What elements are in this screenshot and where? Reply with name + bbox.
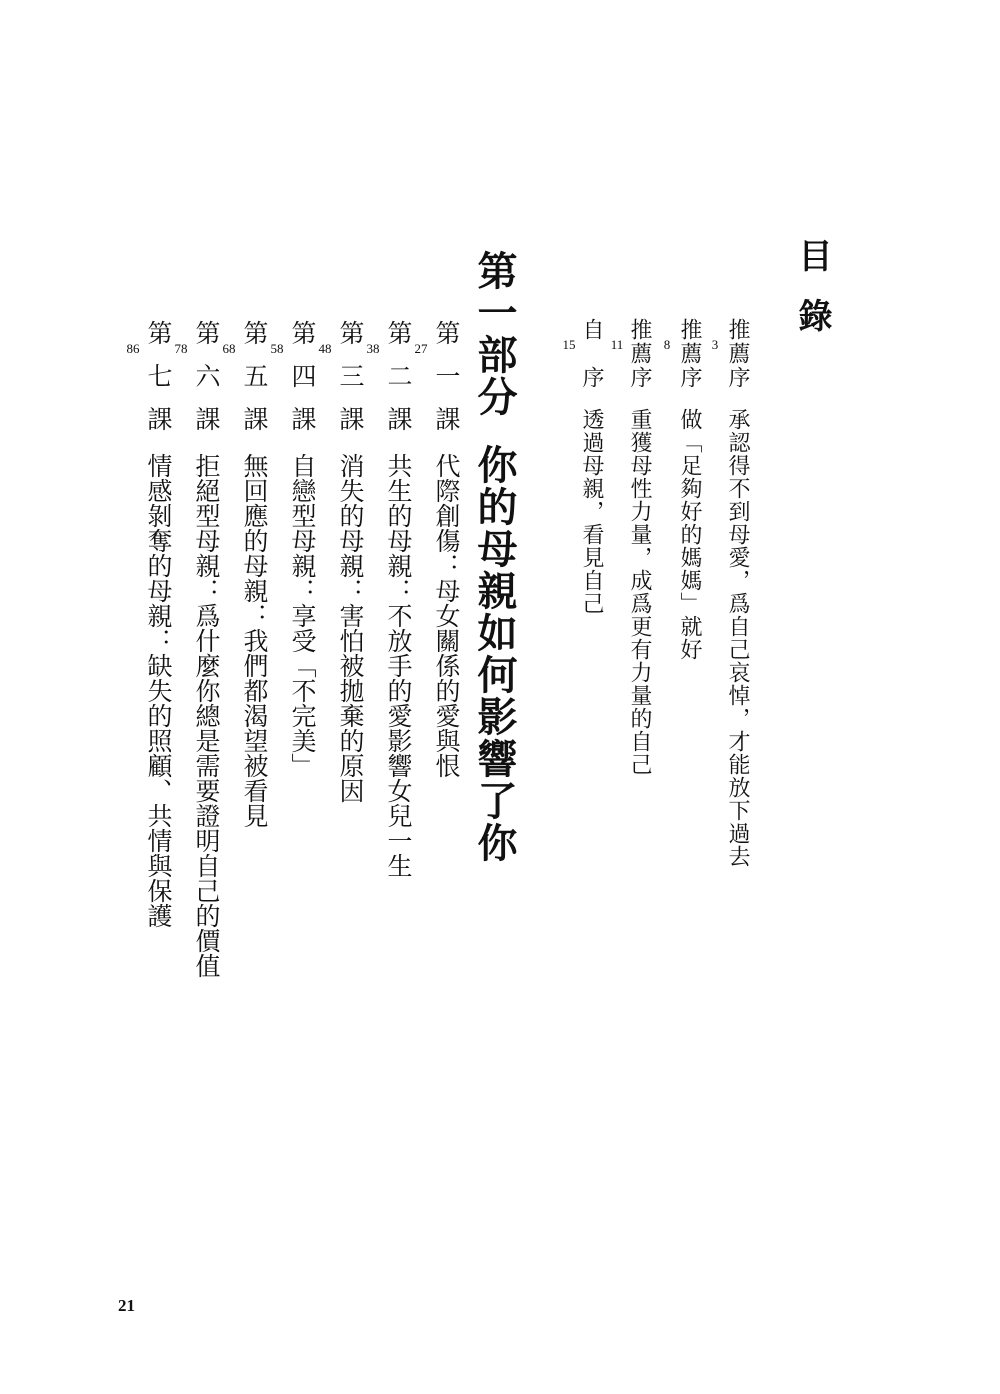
entry-page-number: 15 bbox=[562, 337, 576, 352]
entry-text: 承認得不到母愛，爲自己哀悼，才能放下過去 bbox=[725, 408, 750, 868]
entry-text: 代際創傷：母女關係的愛與恨 bbox=[432, 453, 461, 778]
toc-entry-lesson-7[interactable] bbox=[121, 320, 171, 928]
entry-text: 做「足夠好的媽媽」就好 bbox=[677, 408, 702, 661]
entry-page-number: 11 bbox=[610, 337, 624, 352]
entry-label: 第五課 bbox=[240, 320, 269, 449]
entry-page-number: 27 bbox=[414, 341, 428, 356]
entry-label: 推薦序 bbox=[677, 318, 702, 390]
toc-entry-author-preface[interactable] bbox=[558, 318, 602, 615]
entry-label: 自 序 bbox=[579, 318, 604, 390]
entry-text: 透過母親，看見自己 bbox=[579, 408, 604, 615]
part-title: 你的母親如何影響了你 bbox=[471, 444, 518, 864]
toc-entry-lesson-3[interactable] bbox=[313, 320, 363, 803]
toc-entry-lesson-6[interactable] bbox=[169, 320, 219, 978]
entry-text: 自戀型母親：享受「不完美」 bbox=[288, 453, 317, 778]
entry-label: 第七課 bbox=[144, 320, 173, 449]
entry-label: 第六課 bbox=[192, 320, 221, 449]
entry-label: 推薦序 bbox=[725, 318, 750, 390]
entry-page-number: 38 bbox=[366, 341, 380, 356]
toc-entry-preface-2[interactable] bbox=[656, 318, 700, 661]
entry-label: 第四課 bbox=[288, 320, 317, 449]
entry-text: 共生的母親：不放手的愛影響女兒一生 bbox=[384, 453, 413, 878]
entry-label: 第三課 bbox=[336, 320, 365, 449]
entry-page-number: 78 bbox=[174, 341, 188, 356]
entry-label: 推薦序 bbox=[627, 318, 652, 390]
toc-entry-preface-3[interactable] bbox=[606, 318, 650, 776]
entry-page-number: 3 bbox=[711, 337, 719, 352]
toc-entry-lesson-2[interactable] bbox=[361, 320, 411, 878]
entry-label: 第二課 bbox=[384, 320, 413, 449]
entry-text: 消失的母親：害怕被拋棄的原因 bbox=[336, 453, 365, 803]
toc-entry-lesson-1[interactable] bbox=[409, 320, 459, 778]
toc-entry-lesson-4[interactable] bbox=[265, 320, 315, 778]
entry-page-number: 68 bbox=[222, 341, 236, 356]
page-number: 21 bbox=[118, 1296, 135, 1315]
entry-label: 第一課 bbox=[432, 320, 461, 449]
entry-page-number: 48 bbox=[318, 341, 332, 356]
entry-page-number: 58 bbox=[270, 341, 284, 356]
entry-text: 情感剝奪的母親：缺失的照顧、共情與保護 bbox=[144, 453, 173, 928]
part-label: 第一部分 bbox=[471, 250, 518, 418]
entry-text: 重獲母性力量，成爲更有力量的自己 bbox=[627, 408, 652, 776]
part-heading[interactable] bbox=[471, 250, 518, 864]
toc-title: 目錄 bbox=[792, 238, 832, 358]
entry-page-number: 86 bbox=[126, 341, 140, 356]
entry-text: 拒絕型母親：爲什麼你總是需要證明自己的價值 bbox=[192, 453, 221, 978]
toc-entry-lesson-5[interactable] bbox=[217, 320, 267, 828]
entry-text: 無回應的母親：我們都渴望被看見 bbox=[240, 453, 269, 828]
toc-entry-preface-1[interactable] bbox=[704, 318, 748, 868]
entry-page-number: 8 bbox=[663, 337, 671, 352]
